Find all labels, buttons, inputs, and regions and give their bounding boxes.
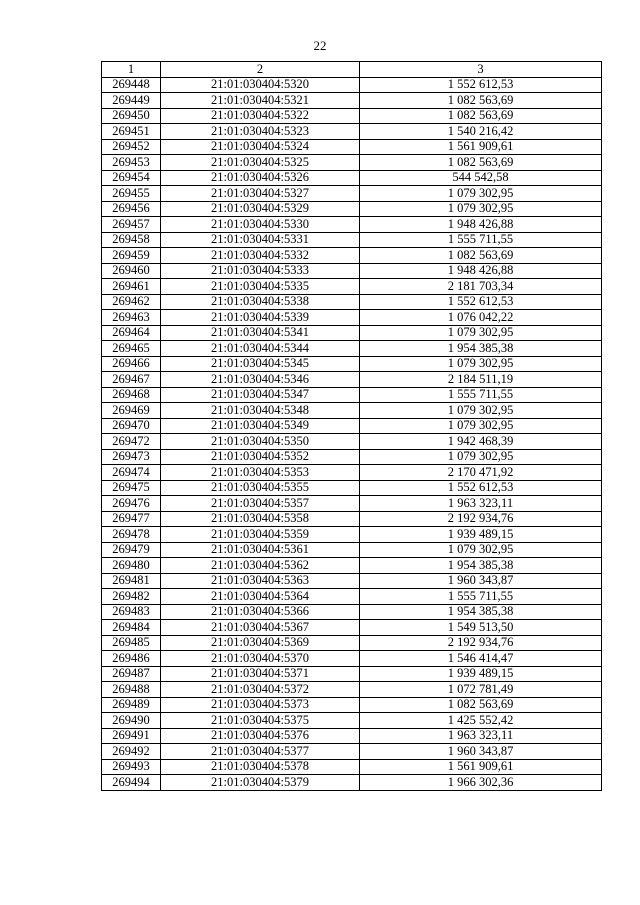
table-row [102, 186, 602, 202]
value-cell: 1 954 385,38 [360, 341, 602, 357]
value-cell: 1 555 711,55 [360, 232, 602, 248]
row-number-cell: 269463 [102, 310, 161, 326]
cadastral-number-cell: 21:01:030404:5338 [161, 294, 360, 310]
table-row [102, 449, 602, 465]
table-row [102, 418, 602, 434]
cadastral-number-cell: 21:01:030404:5367 [161, 620, 360, 636]
table-row [102, 759, 602, 775]
value-cell: 1 082 563,69 [360, 155, 602, 171]
row-number-cell: 269484 [102, 620, 161, 636]
cadastral-number-cell: 21:01:030404:5373 [161, 697, 360, 713]
table-row [102, 279, 602, 295]
row-number-cell: 269491 [102, 728, 161, 744]
value-cell: 2 184 511,19 [360, 372, 602, 388]
value-cell: 1 079 302,95 [360, 325, 602, 341]
value-cell: 1 540 216,42 [360, 124, 602, 140]
table-row [102, 713, 602, 729]
row-number-cell: 269493 [102, 759, 161, 775]
value-cell: 1 079 302,95 [360, 201, 602, 217]
row-number-cell: 269469 [102, 403, 161, 419]
value-cell: 1 079 302,95 [360, 186, 602, 202]
value-cell: 1 966 302,36 [360, 775, 602, 791]
value-cell: 1 561 909,61 [360, 139, 602, 155]
row-number-cell: 269474 [102, 465, 161, 481]
table-row [102, 496, 602, 512]
column-header-2: 2 [161, 62, 360, 78]
page-number: 22 [313, 38, 327, 53]
value-cell: 1 948 426,88 [360, 263, 602, 279]
cadastral-number-cell: 21:01:030404:5366 [161, 604, 360, 620]
table-row [102, 310, 602, 326]
table-row [102, 387, 602, 403]
cadastral-number-cell: 21:01:030404:5332 [161, 248, 360, 264]
row-number-cell: 269483 [102, 604, 161, 620]
cadastral-number-cell: 21:01:030404:5359 [161, 527, 360, 543]
table-row [102, 155, 602, 171]
cadastral-number-cell: 21:01:030404:5378 [161, 759, 360, 775]
cadastral-number-cell: 21:01:030404:5327 [161, 186, 360, 202]
cadastral-number-cell: 21:01:030404:5329 [161, 201, 360, 217]
table-row [102, 294, 602, 310]
cadastral-number-cell: 21:01:030404:5376 [161, 728, 360, 744]
value-cell: 2 192 934,76 [360, 511, 602, 527]
row-number-cell: 269462 [102, 294, 161, 310]
table-row [102, 77, 602, 93]
value-cell: 1 072 781,49 [360, 682, 602, 698]
value-cell: 1 939 489,15 [360, 666, 602, 682]
value-cell: 1 082 563,69 [360, 108, 602, 124]
value-cell: 1 963 323,11 [360, 496, 602, 512]
row-number-cell: 269454 [102, 170, 161, 186]
row-number-cell: 269456 [102, 201, 161, 217]
table-body [102, 77, 602, 790]
row-number-cell: 269482 [102, 589, 161, 605]
cadastral-number-cell: 21:01:030404:5352 [161, 449, 360, 465]
row-number-cell: 269490 [102, 713, 161, 729]
data-table [101, 61, 602, 791]
row-number-cell: 269451 [102, 124, 161, 140]
row-number-cell: 269457 [102, 217, 161, 233]
value-cell: 1 082 563,69 [360, 93, 602, 109]
row-number-cell: 269459 [102, 248, 161, 264]
row-number-cell: 269494 [102, 775, 161, 791]
row-number-cell: 269455 [102, 186, 161, 202]
table-row [102, 248, 602, 264]
row-number-cell: 269448 [102, 77, 161, 93]
row-number-cell: 269486 [102, 651, 161, 667]
cadastral-number-cell: 21:01:030404:5339 [161, 310, 360, 326]
value-cell: 1 079 302,95 [360, 356, 602, 372]
cadastral-number-cell: 21:01:030404:5353 [161, 465, 360, 481]
row-number-cell: 269449 [102, 93, 161, 109]
cadastral-number-cell: 21:01:030404:5333 [161, 263, 360, 279]
cadastral-number-cell: 21:01:030404:5364 [161, 589, 360, 605]
value-cell: 1 555 711,55 [360, 589, 602, 605]
value-cell: 1 079 302,95 [360, 418, 602, 434]
value-cell: 1 552 612,53 [360, 480, 602, 496]
table-row [102, 325, 602, 341]
table-row [102, 263, 602, 279]
table-row [102, 573, 602, 589]
cadastral-number-cell: 21:01:030404:5347 [161, 387, 360, 403]
cadastral-number-cell: 21:01:030404:5348 [161, 403, 360, 419]
value-cell: 1 561 909,61 [360, 759, 602, 775]
cadastral-number-cell: 21:01:030404:5372 [161, 682, 360, 698]
cadastral-number-cell: 21:01:030404:5379 [161, 775, 360, 791]
value-cell: 1 076 042,22 [360, 310, 602, 326]
table-row [102, 604, 602, 620]
cadastral-number-cell: 21:01:030404:5341 [161, 325, 360, 341]
value-cell: 1 079 302,95 [360, 403, 602, 419]
row-number-cell: 269475 [102, 480, 161, 496]
value-cell: 1 942 468,39 [360, 434, 602, 450]
cadastral-number-cell: 21:01:030404:5326 [161, 170, 360, 186]
cadastral-number-cell: 21:01:030404:5375 [161, 713, 360, 729]
row-number-cell: 269450 [102, 108, 161, 124]
cadastral-number-cell: 21:01:030404:5369 [161, 635, 360, 651]
cadastral-number-cell: 21:01:030404:5322 [161, 108, 360, 124]
table-row [102, 232, 602, 248]
value-cell: 1 948 426,88 [360, 217, 602, 233]
table-row [102, 93, 602, 109]
value-cell: 1 546 414,47 [360, 651, 602, 667]
table-row [102, 356, 602, 372]
table-row [102, 527, 602, 543]
value-cell: 1 549 513,50 [360, 620, 602, 636]
table-row [102, 201, 602, 217]
value-cell: 1 954 385,38 [360, 604, 602, 620]
row-number-cell: 269465 [102, 341, 161, 357]
cadastral-number-cell: 21:01:030404:5363 [161, 573, 360, 589]
cadastral-number-cell: 21:01:030404:5361 [161, 542, 360, 558]
value-cell: 1 079 302,95 [360, 542, 602, 558]
table-row [102, 139, 602, 155]
table-row [102, 620, 602, 636]
table-row [102, 651, 602, 667]
value-cell: 1 552 612,53 [360, 77, 602, 93]
table-row [102, 465, 602, 481]
cadastral-number-cell: 21:01:030404:5335 [161, 279, 360, 295]
table-row [102, 589, 602, 605]
value-cell: 1 954 385,38 [360, 558, 602, 574]
cadastral-number-cell: 21:01:030404:5355 [161, 480, 360, 496]
table-row [102, 480, 602, 496]
table-row [102, 341, 602, 357]
cadastral-number-cell: 21:01:030404:5320 [161, 77, 360, 93]
value-cell: 2 192 934,76 [360, 635, 602, 651]
cadastral-number-cell: 21:01:030404:5344 [161, 341, 360, 357]
cadastral-number-cell: 21:01:030404:5371 [161, 666, 360, 682]
value-cell: 1 960 343,87 [360, 744, 602, 760]
row-number-cell: 269467 [102, 372, 161, 388]
cadastral-number-cell: 21:01:030404:5345 [161, 356, 360, 372]
cadastral-number-cell: 21:01:030404:5377 [161, 744, 360, 760]
row-number-cell: 269487 [102, 666, 161, 682]
table-row [102, 666, 602, 682]
value-cell: 1 079 302,95 [360, 449, 602, 465]
row-number-cell: 269488 [102, 682, 161, 698]
column-header-1: 1 [102, 62, 161, 78]
value-cell: 1 939 489,15 [360, 527, 602, 543]
column-header-3: 3 [360, 62, 602, 78]
table-row [102, 728, 602, 744]
cadastral-number-cell: 21:01:030404:5323 [161, 124, 360, 140]
cadastral-number-cell: 21:01:030404:5346 [161, 372, 360, 388]
table-row [102, 217, 602, 233]
value-cell: 2 181 703,34 [360, 279, 602, 295]
table-row [102, 744, 602, 760]
cadastral-number-cell: 21:01:030404:5358 [161, 511, 360, 527]
table-row [102, 403, 602, 419]
table-row [102, 434, 602, 450]
row-number-cell: 269468 [102, 387, 161, 403]
row-number-cell: 269453 [102, 155, 161, 171]
value-cell: 1 425 552,42 [360, 713, 602, 729]
row-number-cell: 269466 [102, 356, 161, 372]
table-row [102, 682, 602, 698]
value-cell: 1 082 563,69 [360, 248, 602, 264]
cadastral-number-cell: 21:01:030404:5325 [161, 155, 360, 171]
cadastral-number-cell: 21:01:030404:5357 [161, 496, 360, 512]
value-cell: 1 552 612,53 [360, 294, 602, 310]
row-number-cell: 269470 [102, 418, 161, 434]
cadastral-number-cell: 21:01:030404:5362 [161, 558, 360, 574]
cadastral-number-cell: 21:01:030404:5330 [161, 217, 360, 233]
row-number-cell: 269489 [102, 697, 161, 713]
row-number-cell: 269485 [102, 635, 161, 651]
row-number-cell: 269480 [102, 558, 161, 574]
value-cell: 1 082 563,69 [360, 697, 602, 713]
cadastral-number-cell: 21:01:030404:5350 [161, 434, 360, 450]
value-cell: 1 555 711,55 [360, 387, 602, 403]
table-row [102, 124, 602, 140]
row-number-cell: 269458 [102, 232, 161, 248]
row-number-cell: 269464 [102, 325, 161, 341]
row-number-cell: 269479 [102, 542, 161, 558]
table-row [102, 372, 602, 388]
row-number-cell: 269481 [102, 573, 161, 589]
row-number-cell: 269460 [102, 263, 161, 279]
value-cell: 544 542,58 [360, 170, 602, 186]
row-number-cell: 269476 [102, 496, 161, 512]
row-number-cell: 269452 [102, 139, 161, 155]
table-row [102, 697, 602, 713]
value-cell: 2 170 471,92 [360, 465, 602, 481]
cadastral-number-cell: 21:01:030404:5370 [161, 651, 360, 667]
table-row [102, 558, 602, 574]
row-number-cell: 269461 [102, 279, 161, 295]
table-row [102, 108, 602, 124]
value-cell: 1 963 323,11 [360, 728, 602, 744]
table-row [102, 170, 602, 186]
cadastral-number-cell: 21:01:030404:5324 [161, 139, 360, 155]
row-number-cell: 269478 [102, 527, 161, 543]
row-number-cell: 269477 [102, 511, 161, 527]
table-row [102, 635, 602, 651]
cadastral-number-cell: 21:01:030404:5331 [161, 232, 360, 248]
row-number-cell: 269472 [102, 434, 161, 450]
cadastral-number-cell: 21:01:030404:5321 [161, 93, 360, 109]
row-number-cell: 269492 [102, 744, 161, 760]
value-cell: 1 960 343,87 [360, 573, 602, 589]
table-row [102, 511, 602, 527]
table-row [102, 775, 602, 791]
row-number-cell: 269473 [102, 449, 161, 465]
cadastral-number-cell: 21:01:030404:5349 [161, 418, 360, 434]
table-header-row [102, 62, 602, 78]
table-row [102, 542, 602, 558]
